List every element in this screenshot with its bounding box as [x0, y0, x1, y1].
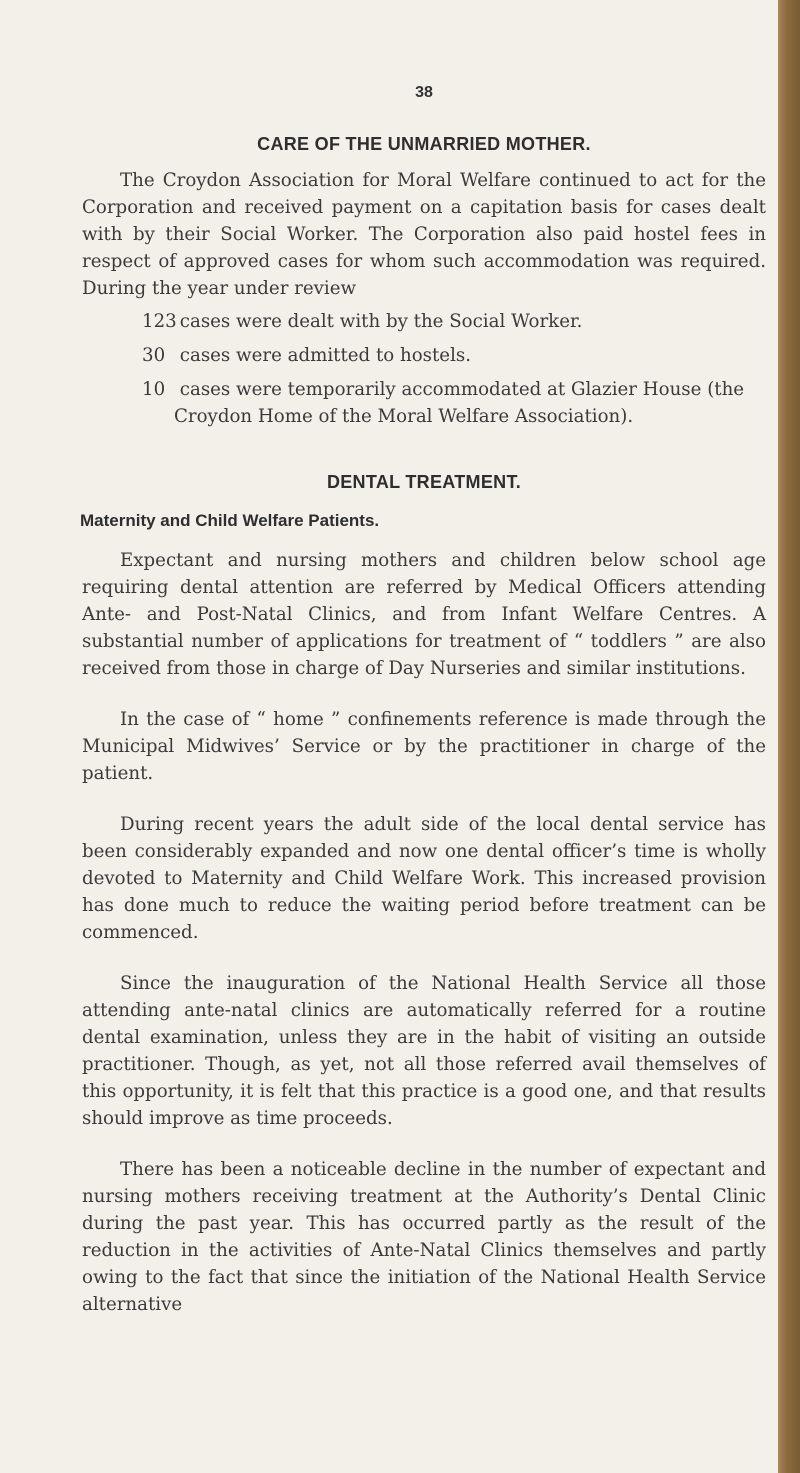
list-item	[82, 342, 766, 369]
list-item-number: 10	[142, 379, 166, 400]
paragraph: In the case of “ home ” confinements reference is made through the Municipal Midwives’ Service or by the practitioner in charge of the patient.	[82, 709, 766, 784]
paragraph-unmarried-mother: The Croydon Association for Moral Welfare continued to act for the Corporation and received payment on a capitation basis for cases dealt with by their Social Worker. The Corporation also paid hostel fees in respect of approved cases for whom such accommodation was required. During the year under review	[82, 170, 766, 299]
list-item	[82, 376, 766, 430]
page-content	[82, 84, 766, 1342]
list-item-number: 30	[142, 345, 166, 366]
list-item-text: cases were temporarily accommodated at Glazier House (the Croydon Home of the Moral Welfare Association).	[174, 379, 745, 427]
page-binding-edge	[778, 0, 800, 1473]
list-item-text: cases were dealt with by the Social Worker.	[179, 311, 583, 332]
paragraph: During recent years the adult side of the local dental service has been considerably expanded and now one dental officer’s time is wholly devoted to Maternity and Child Welfare Work. This increased provision has done much to reduce the waiting period before treatment can be commenced.	[82, 814, 766, 943]
section-title-unmarried-mother: CARE OF THE UNMARRIED MOTHER.	[257, 134, 591, 154]
paragraph: There has been a noticeable decline in the number of expectant and nursing mothers receiving treatment at the Authority’s Dental Clinic during the past year. This has occurred partly as the result of the reduction in the activities of Ante-Natal Clinics themselves and partly owing to the fact that since the initiation of the National Health Service alternative	[82, 1159, 766, 1315]
list-item-text: cases were admitted to hostels.	[179, 345, 472, 366]
subsection-title: Maternity and Child Welfare Patients.	[80, 511, 380, 530]
paragraph: Since the inauguration of the National Health Service all those attending ante-natal clinics are automatically referred for a routine dental examination, unless they are in the habit of visiting an outside practitioner. Though, as yet, not all those referred avail themselves of this opportunity, it is felt that this practice is a good one, and that results should improve as time proceeds.	[82, 973, 766, 1129]
section-title-dental-treatment: DENTAL TREATMENT.	[326, 472, 522, 492]
page-number: 38	[415, 84, 433, 101]
list-item	[82, 308, 766, 335]
paragraph: Expectant and nursing mothers and children below school age requiring dental attention are referred by Medical Officers attending Ante- and Post-Natal Clinics, and from Infant Welfare Centres. A substantial number of applications for treatment of “ toddlers ” are also received from those in charge of Day Nurseries and similar institutions.	[82, 550, 766, 679]
list-item-number: 123	[142, 311, 177, 332]
